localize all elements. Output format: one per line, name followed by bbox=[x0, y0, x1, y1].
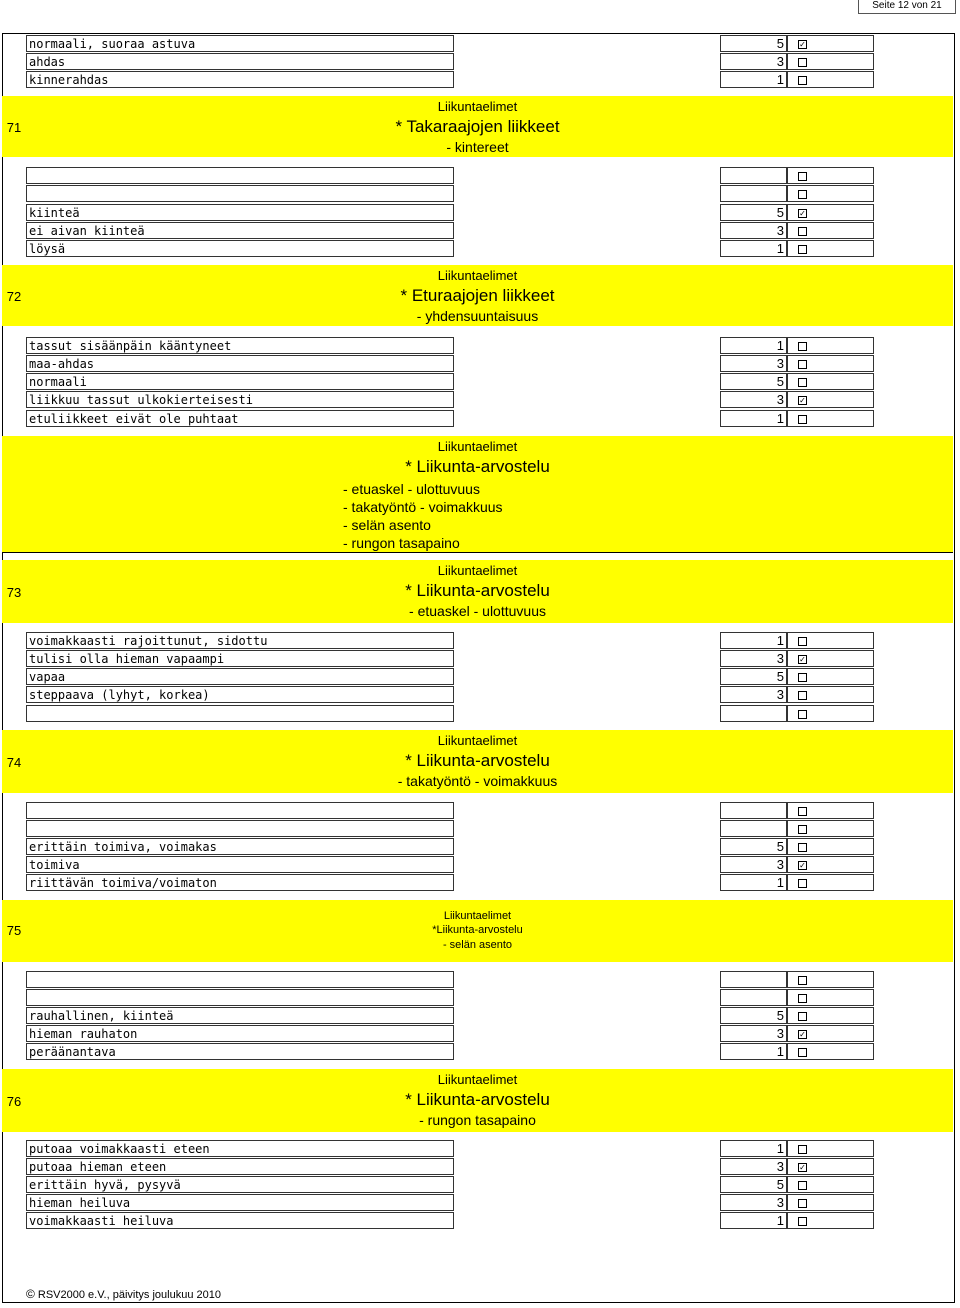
unchecked-checkbox-icon[interactable] bbox=[798, 976, 807, 985]
option-text bbox=[26, 971, 454, 988]
section-header-76 bbox=[2, 1069, 953, 1132]
section-number: 72 bbox=[6, 289, 22, 304]
page-number: Seite 12 von 21 bbox=[858, 0, 956, 14]
checked-checkbox-icon[interactable]: ✓ bbox=[799, 396, 806, 405]
option-text: toimiva bbox=[26, 856, 454, 873]
option-text: putoaa hieman eteen bbox=[26, 1158, 454, 1175]
option-checkbox-cell bbox=[787, 35, 874, 52]
option-checkbox-cell bbox=[787, 820, 874, 837]
unchecked-checkbox-icon[interactable] bbox=[798, 245, 807, 254]
option-score: 1 bbox=[720, 410, 787, 427]
option-checkbox-cell bbox=[787, 410, 874, 427]
option-checkbox-cell bbox=[787, 668, 874, 685]
unchecked-checkbox-icon[interactable] bbox=[798, 843, 807, 852]
unchecked-checkbox-icon[interactable] bbox=[798, 227, 807, 236]
option-score: 1 bbox=[720, 1043, 787, 1060]
overview-item: - takatyöntö - voimakkuus bbox=[343, 499, 503, 515]
unchecked-checkbox-icon[interactable] bbox=[798, 190, 807, 199]
footer-text: RSV2000 e.V., päivitys joulukuu 2010 bbox=[37, 1289, 221, 1301]
overview-item: - selän asento bbox=[343, 517, 431, 533]
option-checkbox-cell bbox=[787, 856, 874, 873]
option-score: 1 bbox=[720, 71, 787, 88]
unchecked-checkbox-icon[interactable] bbox=[798, 1145, 807, 1154]
overview-item: - etuaskel - ulottuvuus bbox=[343, 481, 480, 497]
unchecked-checkbox-icon[interactable] bbox=[798, 172, 807, 181]
option-text: voimakkaasti rajoittunut, sidottu bbox=[26, 632, 454, 649]
section-title: * Liikunta-arvostelu bbox=[405, 751, 550, 770]
section-subtitle: - kintereet bbox=[446, 139, 509, 155]
option-checkbox-cell bbox=[787, 1194, 874, 1211]
section-title: *Liikunta-arvostelu bbox=[432, 924, 523, 936]
option-text: kiinteä bbox=[26, 204, 454, 221]
option-score: 5 bbox=[720, 668, 787, 685]
section-label: Liikuntaelimet bbox=[437, 563, 518, 578]
option-checkbox-cell bbox=[787, 1025, 874, 1042]
unchecked-checkbox-icon[interactable] bbox=[798, 807, 807, 816]
option-text: tulisi olla hieman vapaampi bbox=[26, 650, 454, 667]
option-checkbox-cell bbox=[787, 185, 874, 202]
option-text: hieman rauhaton bbox=[26, 1025, 454, 1042]
option-score bbox=[720, 820, 787, 837]
option-text bbox=[26, 989, 454, 1006]
section-subtitle: - etuaskel - ulottuvuus bbox=[409, 603, 546, 619]
option-checkbox-cell bbox=[787, 650, 874, 667]
option-checkbox-cell bbox=[787, 1158, 874, 1175]
section-label: Liikuntaelimet bbox=[443, 910, 512, 922]
section-header-73 bbox=[2, 560, 953, 623]
option-score bbox=[720, 989, 787, 1006]
option-text: liikkuu tassut ulkokierteisesti bbox=[26, 391, 454, 408]
option-score: 5 bbox=[720, 1007, 787, 1024]
checked-checkbox-icon[interactable]: ✓ bbox=[799, 655, 806, 664]
option-checkbox-cell bbox=[787, 222, 874, 239]
option-score: 5 bbox=[720, 373, 787, 390]
unchecked-checkbox-icon[interactable] bbox=[798, 1048, 807, 1057]
option-score: 3 bbox=[720, 1158, 787, 1175]
option-checkbox-cell bbox=[787, 686, 874, 703]
option-score: 3 bbox=[720, 650, 787, 667]
option-score: 3 bbox=[720, 53, 787, 70]
section-subtitle: - rungon tasapaino bbox=[419, 1112, 536, 1128]
checked-checkbox-icon[interactable]: ✓ bbox=[799, 40, 806, 49]
checked-checkbox-icon[interactable]: ✓ bbox=[799, 209, 806, 218]
option-score bbox=[720, 705, 787, 722]
option-score: 1 bbox=[720, 240, 787, 257]
section-number: 71 bbox=[6, 120, 22, 135]
option-text bbox=[26, 820, 454, 837]
option-checkbox-cell bbox=[787, 971, 874, 988]
unchecked-checkbox-icon[interactable] bbox=[798, 710, 807, 719]
checked-checkbox-icon[interactable]: ✓ bbox=[799, 861, 806, 870]
divider bbox=[2, 552, 953, 553]
option-checkbox-cell bbox=[787, 240, 874, 257]
unchecked-checkbox-icon[interactable] bbox=[798, 673, 807, 682]
option-score: 1 bbox=[720, 1140, 787, 1157]
option-score: 3 bbox=[720, 391, 787, 408]
option-text: maa-ahdas bbox=[26, 355, 454, 372]
option-score: 3 bbox=[720, 222, 787, 239]
option-text: normaali bbox=[26, 373, 454, 390]
checked-checkbox-icon[interactable]: ✓ bbox=[799, 1163, 806, 1172]
section-label: Liikuntaelimet bbox=[437, 733, 518, 748]
option-checkbox-cell bbox=[787, 705, 874, 722]
option-text: erittäin toimiva, voimakas bbox=[26, 838, 454, 855]
option-score: 1 bbox=[720, 632, 787, 649]
section-subtitle: - selän asento bbox=[442, 939, 513, 951]
option-text bbox=[26, 185, 454, 202]
unchecked-checkbox-icon[interactable] bbox=[798, 1181, 807, 1190]
unchecked-checkbox-icon[interactable] bbox=[798, 1217, 807, 1226]
option-score bbox=[720, 802, 787, 819]
section-label: Liikuntaelimet bbox=[437, 99, 518, 114]
section-header-71 bbox=[2, 96, 953, 157]
option-text: normaali, suoraa astuva bbox=[26, 35, 454, 52]
option-checkbox-cell bbox=[787, 632, 874, 649]
checked-checkbox-icon[interactable]: ✓ bbox=[799, 1030, 806, 1039]
option-score: 3 bbox=[720, 1194, 787, 1211]
option-text: riittävän toimiva/voimaton bbox=[26, 874, 454, 891]
unchecked-checkbox-icon[interactable] bbox=[798, 76, 807, 85]
option-score bbox=[720, 185, 787, 202]
section-label: Liikuntaelimet bbox=[437, 439, 518, 454]
unchecked-checkbox-icon[interactable] bbox=[798, 825, 807, 834]
unchecked-checkbox-icon[interactable] bbox=[798, 691, 807, 700]
unchecked-checkbox-icon[interactable] bbox=[798, 637, 807, 646]
option-checkbox-cell bbox=[787, 1043, 874, 1060]
unchecked-checkbox-icon[interactable] bbox=[798, 415, 807, 424]
section-number: 76 bbox=[6, 1094, 22, 1109]
option-score bbox=[720, 167, 787, 184]
copyright-symbol: © bbox=[26, 1287, 35, 1301]
section-number: 73 bbox=[6, 585, 22, 600]
option-score: 5 bbox=[720, 1176, 787, 1193]
unchecked-checkbox-icon[interactable] bbox=[798, 360, 807, 369]
option-checkbox-cell bbox=[787, 1007, 874, 1024]
section-title: * Takaraajojen liikkeet bbox=[395, 117, 560, 136]
unchecked-checkbox-icon[interactable] bbox=[798, 1012, 807, 1021]
unchecked-checkbox-icon[interactable] bbox=[798, 1199, 807, 1208]
option-score: 5 bbox=[720, 838, 787, 855]
option-checkbox-cell bbox=[787, 337, 874, 354]
option-checkbox-cell bbox=[787, 1212, 874, 1229]
option-score: 1 bbox=[720, 874, 787, 891]
option-text: rauhallinen, kiinteä bbox=[26, 1007, 454, 1024]
option-text: putoaa voimakkaasti eteen bbox=[26, 1140, 454, 1157]
section-number: 75 bbox=[6, 923, 22, 938]
section-number: 74 bbox=[6, 755, 22, 770]
option-checkbox-cell bbox=[787, 391, 874, 408]
option-text: steppaava (lyhyt, korkea) bbox=[26, 686, 454, 703]
option-text: ahdas bbox=[26, 53, 454, 70]
section-title: * Liikunta-arvostelu bbox=[405, 1090, 550, 1109]
section-header-72 bbox=[2, 265, 953, 326]
footer bbox=[26, 1287, 221, 1301]
option-text: ei aivan kiinteä bbox=[26, 222, 454, 239]
option-text: etuliikkeet eivät ole puhtaat bbox=[26, 410, 454, 427]
section-subtitle: - yhdensuuntaisuus bbox=[416, 308, 539, 324]
unchecked-checkbox-icon[interactable] bbox=[798, 342, 807, 351]
option-checkbox-cell bbox=[787, 802, 874, 819]
section-header-75 bbox=[2, 900, 953, 962]
option-score: 3 bbox=[720, 355, 787, 372]
option-text: vapaa bbox=[26, 668, 454, 685]
option-text: erittäin hyvä, pysyvä bbox=[26, 1176, 454, 1193]
option-text: kinnerahdas bbox=[26, 71, 454, 88]
option-checkbox-cell bbox=[787, 355, 874, 372]
option-score: 3 bbox=[720, 1025, 787, 1042]
option-checkbox-cell bbox=[787, 1176, 874, 1193]
option-checkbox-cell bbox=[787, 373, 874, 390]
option-checkbox-cell bbox=[787, 1140, 874, 1157]
unchecked-checkbox-icon[interactable] bbox=[798, 994, 807, 1003]
option-text: tassut sisäänpäin kääntyneet bbox=[26, 337, 454, 354]
option-text bbox=[26, 167, 454, 184]
option-score: 5 bbox=[720, 204, 787, 221]
option-text bbox=[26, 802, 454, 819]
option-checkbox-cell bbox=[787, 874, 874, 891]
option-text: hieman heiluva bbox=[26, 1194, 454, 1211]
option-score bbox=[720, 971, 787, 988]
unchecked-checkbox-icon[interactable] bbox=[798, 378, 807, 387]
movement-overview-header bbox=[2, 436, 953, 552]
option-checkbox-cell bbox=[787, 71, 874, 88]
option-text: peräänantava bbox=[26, 1043, 454, 1060]
option-text: voimakkaasti heiluva bbox=[26, 1212, 454, 1229]
option-checkbox-cell bbox=[787, 204, 874, 221]
section-header-74 bbox=[2, 730, 953, 793]
option-score: 3 bbox=[720, 856, 787, 873]
option-checkbox-cell bbox=[787, 838, 874, 855]
option-checkbox-cell bbox=[787, 989, 874, 1006]
unchecked-checkbox-icon[interactable] bbox=[798, 879, 807, 888]
option-score: 3 bbox=[720, 686, 787, 703]
option-score: 5 bbox=[720, 35, 787, 52]
option-text bbox=[26, 705, 454, 722]
section-title: * Liikunta-arvostelu bbox=[405, 457, 550, 476]
section-title: * Eturaajojen liikkeet bbox=[400, 286, 555, 305]
section-subtitle: - takatyöntö - voimakkuus bbox=[397, 773, 558, 789]
option-checkbox-cell bbox=[787, 167, 874, 184]
section-title: * Liikunta-arvostelu bbox=[405, 581, 550, 600]
overview-item: - rungon tasapaino bbox=[343, 535, 460, 551]
section-label: Liikuntaelimet bbox=[437, 1072, 518, 1087]
option-checkbox-cell bbox=[787, 53, 874, 70]
unchecked-checkbox-icon[interactable] bbox=[798, 58, 807, 67]
option-score: 1 bbox=[720, 1212, 787, 1229]
option-text: löysä bbox=[26, 240, 454, 257]
option-score: 1 bbox=[720, 337, 787, 354]
section-label: Liikuntaelimet bbox=[437, 268, 518, 283]
